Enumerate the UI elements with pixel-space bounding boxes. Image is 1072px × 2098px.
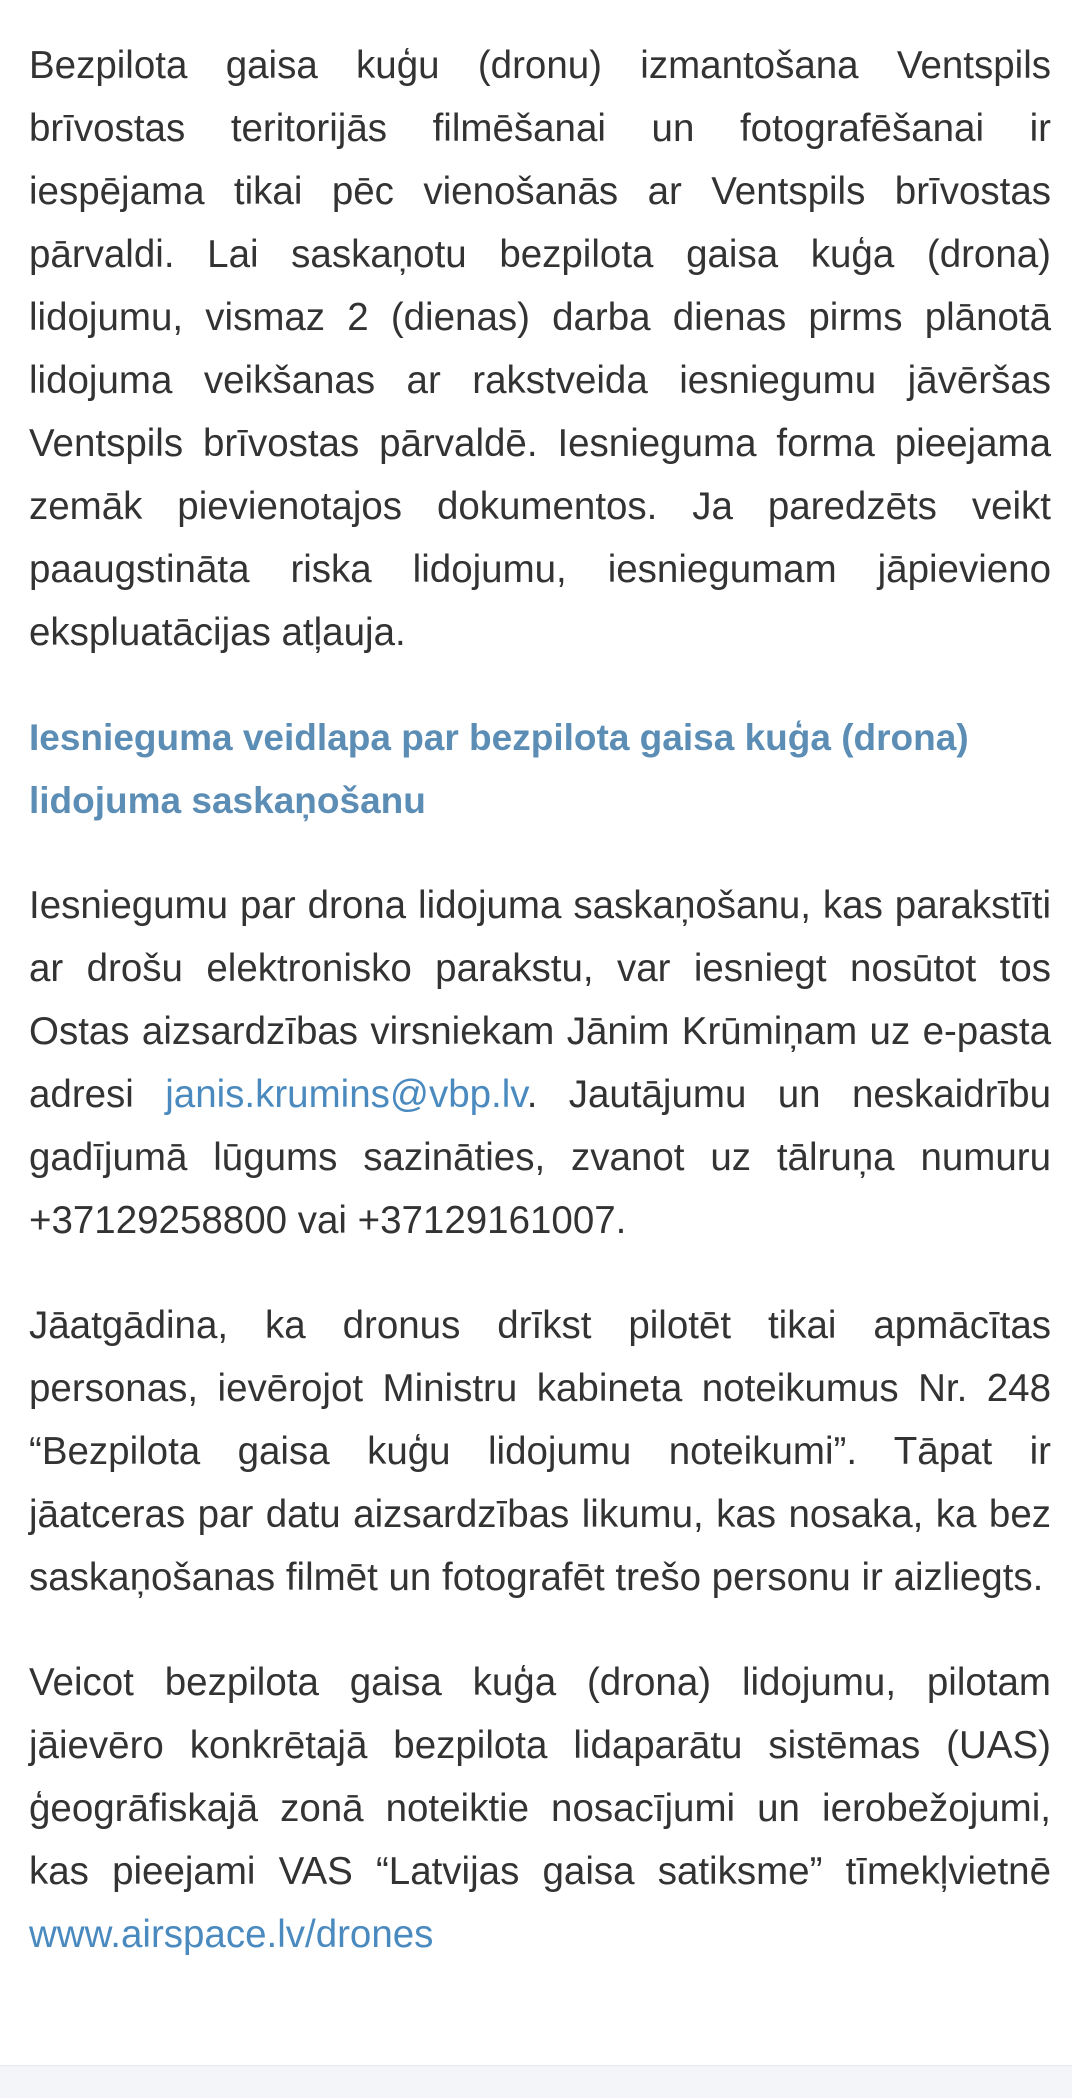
airspace-link[interactable]: www.airspace.lv/drones [29,1913,434,1956]
submission-paragraph [29,874,1051,1252]
zones-paragraph [29,1651,1051,1966]
bottom-bar [0,2065,1072,2098]
regulations-paragraph: Jāatgādina, ka dronus drīkst pilotēt tikai apmācītas personas, ievērojot Ministru kabineta noteikumus Nr. 248 “Bezpilota gaisa kuģu lidojumu noteikumi”. Tāpat ir jāatceras par datu aizsardzības likumu, kas nosaka, ka bez saskaņošanas filmēt un fotografēt trešo personu ir aizliegts. [29,1304,1051,1599]
submission-text: Iesniegumu par drona lidojuma saskaņošanu, kas parakstīti ar drošu elektronisko parakstu, var iesniegt nosūtot tos Ostas aizsardzības virsniekam Jānim Krūmiņam uz e-pasta adresi [29,884,1051,1116]
zones-text: Veicot bezpilota gaisa kuģa (drona) lidojumu, pilotam jāievēro konkrētajā bezpilota lidaparātu sistēmas (UAS) ģeogrāfiskajā zonā noteiktie nosacījumi un ierobežojumi, kas pieejami VAS “Latvijas gaisa satiksme” tīmekļvietnē [29,1661,1051,1893]
intro-paragraph: Bezpilota gaisa kuģu (dronu) izmantošana Ventspils brīvostas teritorijās filmēšanai un fotografēšanai ir iespējama tikai pēc vienošanās ar Ventspils brīvostas pārvaldi. Lai saskaņotu bezpilota gaisa kuģa (drona) lidojumu, vismaz 2 (dienas) darba dienas pirms plānotā lidojuma veikšanas ar rakstveida iesniegumu jāvēršas Ventspils brīvostas pārvaldē. Iesnieguma forma pieejama zemāk pievienotajos dokumentos. Ja paredzēts veikt paaugstināta riska lidojumu, iesniegumam jāpievieno ekspluatācijas atļauja. [29,44,1051,654]
email-link[interactable]: janis.krumins@vbp.lv [165,1073,527,1116]
article-content [29,34,1051,2008]
contact-text: . Jautājumu un neskaidrību gadījumā lūgums sazināties, zvanot uz tālruņa numuru +37129258800 vai +37129161007. [29,1073,1051,1242]
form-heading-link[interactable]: Iesnieguma veidlapa par bezpilota gaisa kuģa (drona) lidojuma saskaņošanu [29,717,969,821]
